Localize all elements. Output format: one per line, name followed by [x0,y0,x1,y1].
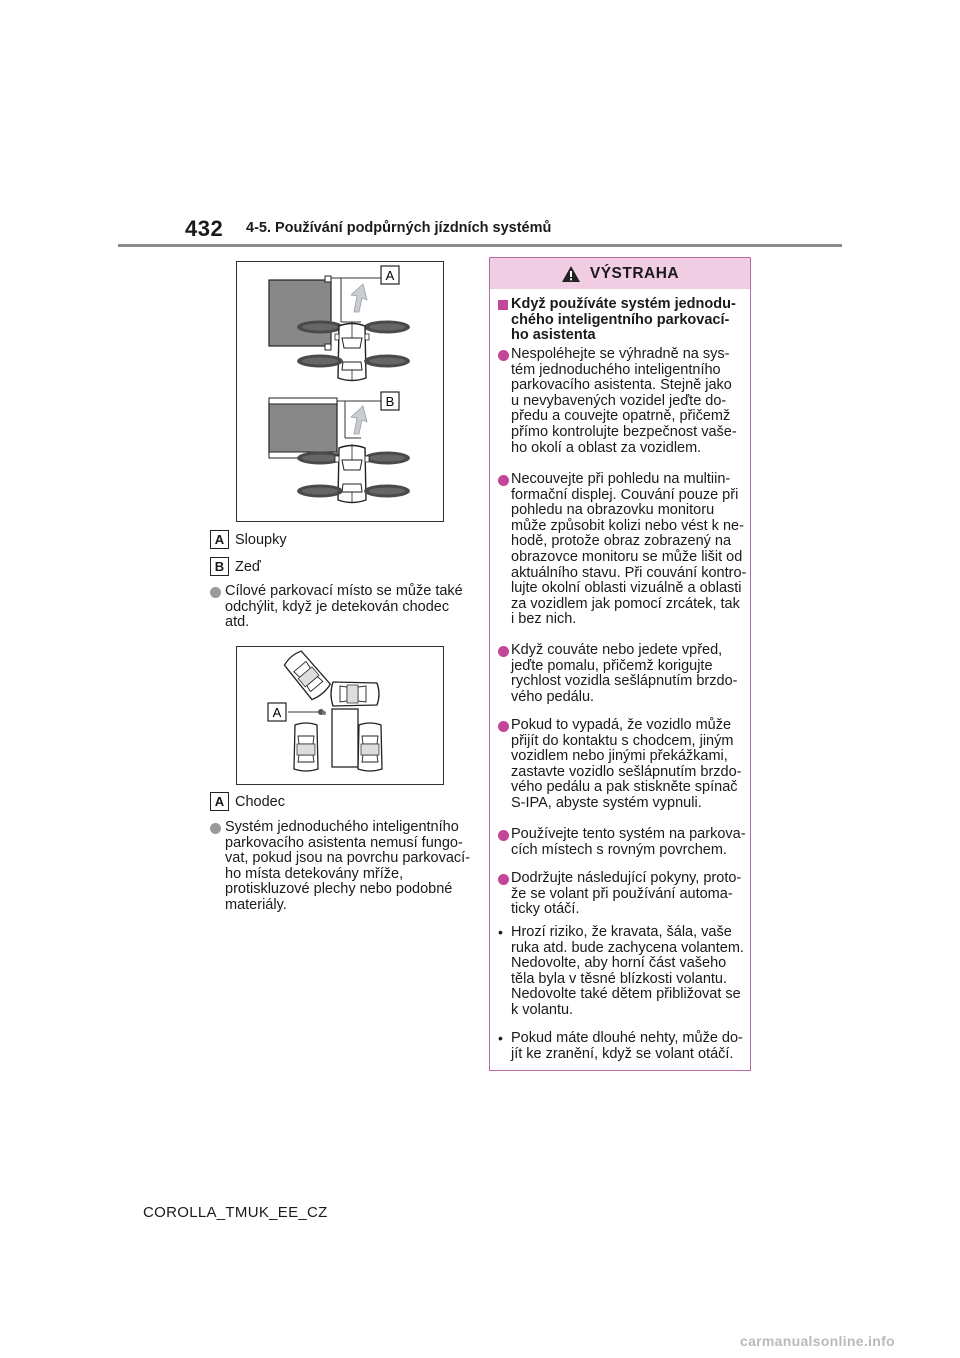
bullet-dot-icon [498,646,509,657]
bullet-dot-icon [498,721,509,732]
legend-pedestrian-text: Chodec [235,793,285,810]
warning-triangle-icon [561,265,581,283]
warning-title: VÝSTRAHA [589,264,680,282]
warning-heading-text: Když používáte systém jednodu- chého inteligentního parkovací- ho asistenta [511,296,736,344]
warning-item-text: Pokud to vypadá, že vozidlo může přijít do kontaktu s chodcem, jiným vozidlem nebo jinými překážkami, zastavte vozidlo sešlápnutím brzdo- vého pedálu a pak stiskněte spínač S-IPA, abyste systém vypnuli. [511,717,742,811]
warning-item-text: Dodržujte následující pokyny, proto- že se volant při používání automa- ticky otáčí. [511,870,742,918]
square-bullet-icon [498,300,508,310]
warning-item-text: Necouvejte při pohledu na multiin- formační displej. Couvání pouze při pohledu na obrazovku monitoru může způsobit kolizi nebo vést k ne- hodě, protože obraz zobrazený na obrazovce monitoru se může lišit od aktuálního stavu. Při couvání kontro- lujte okolní oblasti vizuálně a oblasti za vozidlem jak pomocí zrcátek, tak i bez nich. [511,471,747,628]
warning-item [498,827,748,858]
warning-header [490,258,750,289]
badge-b: B [210,557,229,576]
fig1-label-a: A [385,268,395,283]
bullet-dot-icon [498,475,509,486]
bullet-dot-icon [498,874,509,885]
warning-item [498,871,748,918]
warning-heading [498,297,748,344]
warning-item-text: Používejte tento systém na parkova- cích místech s rovným povrchem. [511,826,746,858]
legend-posts-text: Sloupky [235,531,287,548]
bullet-dot-icon [498,830,509,841]
note-grates [210,820,475,914]
fig2-label-a: A [272,705,282,720]
note-target-deviation [210,584,470,631]
bullet-dot-icon [210,823,221,834]
bullet-dot-icon [210,587,221,598]
badge-a: A [210,792,229,811]
legend-pedestrian [210,792,285,811]
section-title: 4-5. Používání podpůrných jízdních systémů [246,220,552,236]
document-footer: COROLLA_TMUK_EE_CZ [143,1204,328,1221]
note-grates-text: Systém jednoduchého inteligentního parkovacího asistenta nemusí fungo- vat, pokud jsou na povrchu parkovací- ho místa detekovány mříže, protiskluzové plechy nebo podobné materiály. [225,819,471,913]
warning-sub-item-text: Pokud máte dlouhé nehty, může do- jít ke zranění, když se volant otáčí. [511,1030,743,1062]
page-number: 432 [185,216,224,241]
dash-bullet: • [498,924,503,940]
header-rule [118,244,842,247]
legend-wall-text: Zeď [235,558,261,575]
note-target-deviation-text: Cílové parkovací místo se může také odchýlit, když je detekován chodec atd. [225,583,463,631]
warning-box [489,257,751,1071]
parking-illustration-posts-wall [236,261,444,522]
warning-sub-item [498,925,748,1019]
dash-bullet: • [498,1030,503,1046]
warning-item [498,643,748,705]
legend-wall [210,557,261,576]
watermark: carmanualsonline.info [740,1333,895,1349]
warning-item [498,347,748,456]
warning-sub-item-text: Hrozí riziko, že kravata, šála, vaše ruka atd. bude zachycena volantem. Nedovolte, aby horní část vašeho těla byla v těsné blízkosti volantu. Nedovolte také dětem přibližovat se k volantu. [511,924,744,1018]
badge-a: A [210,530,229,549]
warning-sub-item [498,1031,748,1062]
warning-item-text: Když couváte nebo jedete vpřed, jeďte pomalu, přičemž korigujte rychlost vozidla sešlápnutím brzdo- vého pedálu. [511,642,738,705]
bullet-dot-icon [498,350,509,361]
legend-posts [210,530,287,549]
fig1-label-b: B [385,394,395,409]
pedestrian-illustration [236,646,444,785]
warning-item-text: Nespoléhejte se výhradně na sys- tém jednoduchého inteligentního parkovacího asistenta. Stejně jako u nevybavených vozidel jeďte do- předu a couvejte opatrně, přičemž přímo kontrolujte bezpečnost vaše- ho okolí a oblast za vozidlem. [511,346,737,456]
warning-item [498,472,748,628]
warning-item [498,718,748,812]
